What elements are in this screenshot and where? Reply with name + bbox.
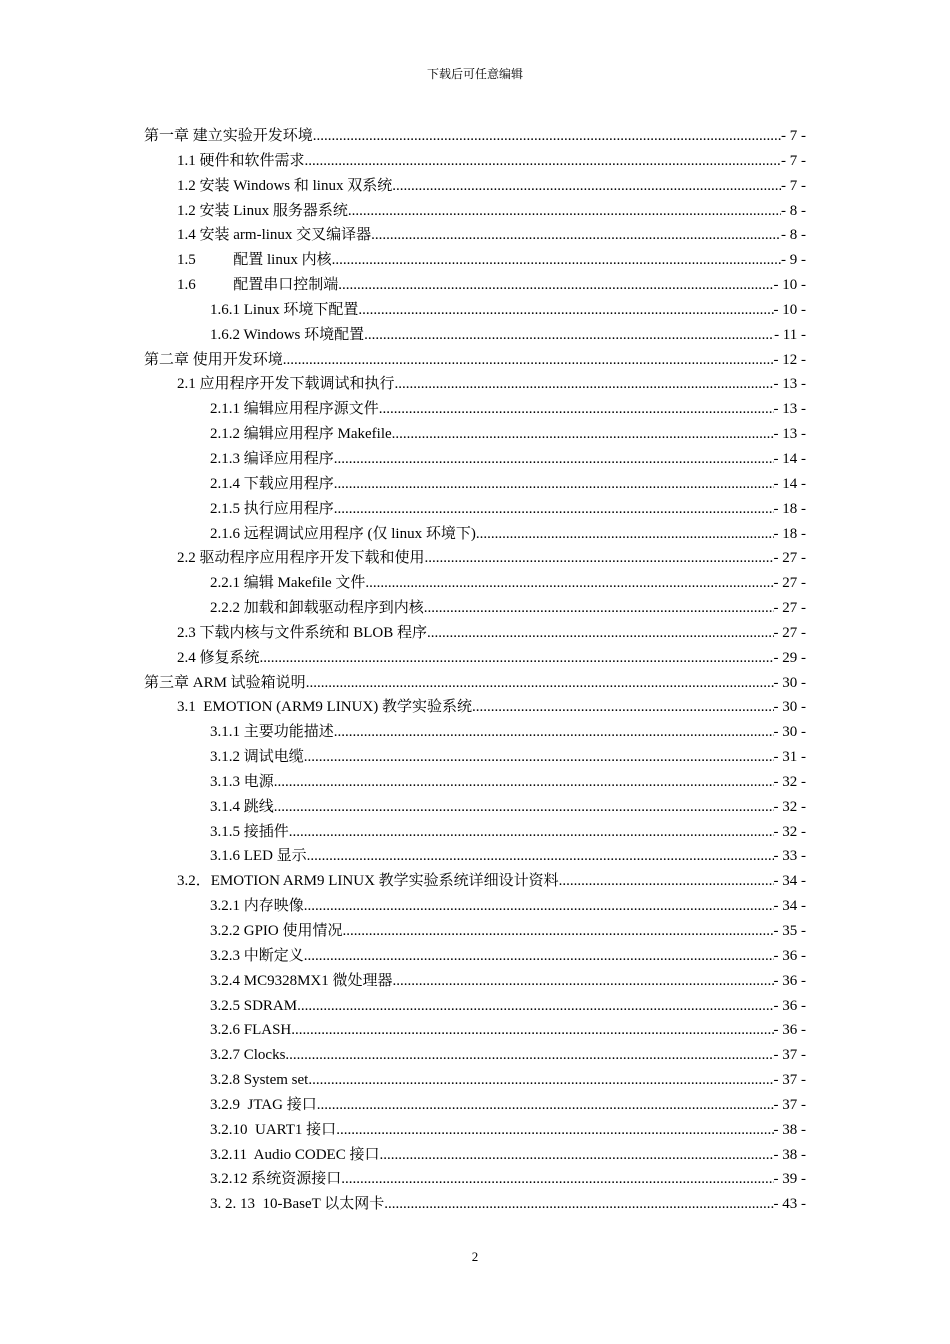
toc-dot-leader xyxy=(334,447,774,472)
toc-entry-title: 第二章 使用开发环境 xyxy=(144,351,283,368)
toc-dot-leader xyxy=(304,944,774,969)
toc-entry-page: - 36 - xyxy=(773,972,806,989)
toc-dot-leader xyxy=(476,522,774,547)
toc-entry-page: - 27 - xyxy=(773,575,806,592)
toc-entry[interactable] xyxy=(144,1043,806,1068)
toc-entry-page: - 30 - xyxy=(773,699,806,716)
toc-entry-title: 3.1.3 电源 xyxy=(210,773,274,790)
toc-entry[interactable] xyxy=(144,298,806,323)
toc-entry-title: 3.2.9 JTAG 接口 xyxy=(210,1096,317,1113)
toc-entry[interactable] xyxy=(144,844,806,869)
toc-dot-leader xyxy=(334,472,774,497)
toc-entry-page: - 12 - xyxy=(773,351,806,368)
toc-entry[interactable] xyxy=(144,944,806,969)
toc-entry-page: - 33 - xyxy=(773,848,806,865)
toc-entry-page: - 36 - xyxy=(773,997,806,1014)
toc-entry-title: 3.2.2 GPIO 使用情况 xyxy=(210,923,343,939)
toc-dot-leader xyxy=(358,298,773,323)
toc-entry[interactable] xyxy=(144,969,806,994)
toc-entry[interactable] xyxy=(144,223,806,248)
toc-entry-page: - 8 - xyxy=(781,227,806,244)
toc-entry[interactable] xyxy=(144,596,806,621)
toc-dot-leader xyxy=(379,397,774,422)
toc-dot-leader xyxy=(343,919,774,944)
toc-entry-title: 3.1.4 跳线 xyxy=(210,798,274,815)
toc-entry[interactable] xyxy=(144,323,806,348)
toc-entry-title: 1.1 硬件和软件需求 xyxy=(177,152,305,169)
toc-entry-page: - 29 - xyxy=(773,649,806,666)
toc-entry-title: 3.2．EMOTION ARM9 LINUX 教学实验系统详细设计资料 xyxy=(177,873,559,890)
toc-entry[interactable] xyxy=(144,447,806,472)
toc-entry-page: - 27 - xyxy=(773,624,806,641)
toc-entry[interactable] xyxy=(144,571,806,596)
toc-entry[interactable] xyxy=(144,1192,806,1217)
toc-dot-leader xyxy=(472,695,774,720)
toc-entry[interactable] xyxy=(144,919,806,944)
toc-dot-leader xyxy=(559,869,774,894)
toc-entry[interactable] xyxy=(144,1068,806,1093)
toc-dot-leader xyxy=(384,1192,773,1217)
toc-dot-leader xyxy=(306,671,774,696)
toc-entry-title: 3.2.1 内存映像 xyxy=(210,898,304,915)
toc-entry-title: 3.1.5 接插件 xyxy=(210,823,289,840)
toc-entry[interactable] xyxy=(144,671,806,696)
toc-entry-title: 3.2.11 Audio CODEC 接口 xyxy=(210,1146,380,1163)
table-of-contents xyxy=(144,124,806,1217)
toc-entry[interactable] xyxy=(144,546,806,571)
toc-entry-title: 3.2.10 UART1 接口 xyxy=(210,1121,337,1138)
toc-dot-leader xyxy=(308,1068,773,1093)
toc-dot-leader xyxy=(260,646,774,671)
toc-dot-leader xyxy=(336,1118,773,1143)
toc-entry[interactable] xyxy=(144,199,806,224)
toc-dot-leader xyxy=(304,894,774,919)
toc-entry[interactable] xyxy=(144,1018,806,1043)
toc-entry-title: 2.4 修复系统 xyxy=(177,649,260,666)
toc-entry-page: - 27 - xyxy=(773,550,806,567)
toc-dot-leader xyxy=(291,1018,773,1043)
toc-entry-page: - 7 - xyxy=(781,128,806,144)
toc-entry-page: - 34 - xyxy=(773,898,806,915)
toc-entry[interactable] xyxy=(144,1118,806,1143)
toc-dot-leader xyxy=(283,348,774,373)
toc-entry[interactable] xyxy=(144,422,806,447)
toc-entry[interactable] xyxy=(144,149,806,174)
toc-entry-page: - 35 - xyxy=(773,923,806,939)
toc-entry-page: - 37 - xyxy=(773,1047,806,1064)
toc-dot-leader xyxy=(304,745,774,770)
toc-entry-title: 2.1.1 编辑应用程序源文件 xyxy=(210,401,379,418)
toc-entry-page: - 27 - xyxy=(773,600,806,617)
toc-dot-leader xyxy=(393,969,774,994)
toc-entry-title: 第一章 建立实验开发环境 xyxy=(144,128,313,144)
toc-entry-page: - 14 - xyxy=(773,475,806,492)
toc-entry[interactable] xyxy=(144,745,806,770)
toc-dot-leader xyxy=(392,422,774,447)
toc-dot-leader xyxy=(297,994,773,1019)
toc-entry-title: 2.1.3 编译应用程序 xyxy=(210,450,334,467)
toc-entry-title: 2.1.6 远程调试应用程序 (仅 linux 环境下) xyxy=(210,525,476,542)
toc-entry-page: - 9 - xyxy=(781,252,806,269)
toc-dot-leader xyxy=(338,273,773,298)
toc-entry-page: - 38 - xyxy=(773,1121,806,1138)
toc-dot-leader xyxy=(379,1143,773,1168)
toc-entry[interactable] xyxy=(144,795,806,820)
toc-entry-page: - 10 - xyxy=(773,301,806,318)
toc-dot-leader xyxy=(427,621,773,646)
toc-entry[interactable] xyxy=(144,397,806,422)
toc-dot-leader xyxy=(424,596,774,621)
toc-entry-title: 1.5 配置 linux 内核 xyxy=(177,252,332,269)
toc-entry-title: 3.2.12 系统资源接口 xyxy=(210,1171,342,1188)
toc-entry-title: 2.2.1 编辑 Makefile 文件 xyxy=(210,575,366,592)
toc-entry-title: 1.6.1 Linux 环境下配置 xyxy=(210,301,359,318)
toc-dot-leader xyxy=(313,124,781,149)
toc-entry-page: - 34 - xyxy=(773,873,806,890)
toc-entry-page: - 39 - xyxy=(773,1171,806,1188)
toc-entry-title: 2.1.4 下载应用程序 xyxy=(210,475,334,492)
toc-entry-page: - 14 - xyxy=(773,450,806,467)
toc-entry-title: 3.2.4 MC9328MX1 微处理器 xyxy=(210,972,393,989)
toc-dot-leader xyxy=(371,223,781,248)
toc-dot-leader xyxy=(364,323,774,348)
toc-dot-leader xyxy=(334,720,774,745)
toc-dot-leader xyxy=(285,1043,773,1068)
toc-dot-leader xyxy=(305,149,781,174)
toc-entry-title: 3.2.5 SDRAM xyxy=(210,997,298,1014)
toc-entry-title: 第三章 ARM 试验箱说明 xyxy=(144,674,306,691)
toc-entry-title: 3.1.6 LED 显示 xyxy=(210,848,307,865)
toc-entry[interactable] xyxy=(144,372,806,397)
toc-dot-leader xyxy=(348,199,781,224)
toc-entry-page: - 38 - xyxy=(773,1146,806,1163)
toc-entry-page: - 37 - xyxy=(773,1096,806,1113)
toc-dot-leader xyxy=(392,174,781,199)
toc-entry-page: - 43 - xyxy=(773,1196,806,1213)
toc-entry-page: - 10 - xyxy=(773,277,806,294)
toc-entry[interactable] xyxy=(144,770,806,795)
toc-entry-page: - 32 - xyxy=(773,773,806,790)
toc-entry-title: 2.2 驱动程序应用程序开发下载和使用 xyxy=(177,550,425,567)
toc-entry[interactable] xyxy=(144,497,806,522)
toc-entry[interactable] xyxy=(144,695,806,720)
toc-entry[interactable] xyxy=(144,1143,806,1168)
toc-entry[interactable] xyxy=(144,248,806,273)
toc-entry-title: 3.1.2 调试电缆 xyxy=(210,749,304,766)
toc-entry-page: - 13 - xyxy=(773,426,806,443)
toc-entry-title: 2.1 应用程序开发下载调试和执行 xyxy=(177,376,395,393)
toc-entry-title: 2.3 下载内核与文件系统和 BLOB 程序 xyxy=(177,624,428,641)
toc-dot-leader xyxy=(317,1093,774,1118)
toc-entry-page: - 13 - xyxy=(773,401,806,418)
toc-entry-page: - 36 - xyxy=(773,947,806,964)
toc-dot-leader xyxy=(395,372,774,397)
toc-dot-leader xyxy=(341,1167,773,1192)
toc-entry-page: - 8 - xyxy=(781,202,806,219)
toc-entry-page: - 13 - xyxy=(773,376,806,393)
toc-entry-page: - 31 - xyxy=(773,749,806,766)
toc-entry[interactable] xyxy=(144,348,806,373)
toc-entry[interactable] xyxy=(144,894,806,919)
toc-dot-leader xyxy=(274,795,774,820)
toc-entry-page: - 30 - xyxy=(773,674,806,691)
toc-entry-title: 3.2.3 中断定义 xyxy=(210,947,304,964)
toc-dot-leader xyxy=(334,497,774,522)
toc-entry-page: - 18 - xyxy=(773,525,806,542)
toc-entry[interactable] xyxy=(144,869,806,894)
toc-entry[interactable] xyxy=(144,820,806,845)
toc-entry-title: 3.2.8 System set xyxy=(210,1072,309,1089)
toc-entry[interactable] xyxy=(144,472,806,497)
toc-entry[interactable] xyxy=(144,273,806,298)
toc-entry-title: 3.2.7 Clocks xyxy=(210,1047,286,1064)
toc-entry[interactable] xyxy=(144,124,806,149)
toc-entry[interactable] xyxy=(144,646,806,671)
toc-entry-page: - 36 - xyxy=(773,1022,806,1039)
toc-entry-title: 1.6.2 Windows 环境配置 xyxy=(210,326,365,343)
toc-entry-title: 3.1 EMOTION (ARM9 LINUX) 教学实验系统 xyxy=(177,699,472,716)
page-header: 下载后可任意编辑 xyxy=(426,67,523,81)
toc-entry-title: 2.1.5 执行应用程序 xyxy=(210,500,334,517)
toc-entry-title: 1.6 配置串口控制端 xyxy=(177,277,339,294)
page-number: 2 xyxy=(471,1249,479,1264)
toc-entry-page: - 11 - xyxy=(774,326,806,343)
toc-entry[interactable] xyxy=(144,720,806,745)
toc-dot-leader xyxy=(289,820,774,845)
toc-entry[interactable] xyxy=(144,522,806,547)
toc-dot-leader xyxy=(307,844,774,869)
toc-entry-title: 1.4 安装 arm-linux 交叉编译器 xyxy=(177,227,372,244)
toc-entry-page: - 7 - xyxy=(781,152,806,169)
toc-entry-page: - 7 - xyxy=(781,177,806,194)
toc-dot-leader xyxy=(274,770,774,795)
toc-entry[interactable] xyxy=(144,621,806,646)
toc-entry[interactable] xyxy=(144,1167,806,1192)
toc-dot-leader xyxy=(365,571,773,596)
toc-entry-title: 3. 2. 13 10-BaseT 以太网卡 xyxy=(210,1196,385,1213)
toc-entry-page: - 37 - xyxy=(773,1072,806,1089)
toc-dot-leader xyxy=(332,248,781,273)
toc-entry[interactable] xyxy=(144,1093,806,1118)
toc-entry[interactable] xyxy=(144,174,806,199)
toc-entry-page: - 32 - xyxy=(773,798,806,815)
toc-entry-title: 1.2 安装 Windows 和 linux 双系统 xyxy=(177,177,393,194)
toc-entry[interactable] xyxy=(144,994,806,1019)
toc-entry-title: 3.1.1 主要功能描述 xyxy=(210,724,334,741)
toc-entry-title: 1.2 安装 Linux 服务器系统 xyxy=(177,202,348,219)
toc-entry-page: - 32 - xyxy=(773,823,806,840)
toc-entry-page: - 30 - xyxy=(773,724,806,741)
toc-entry-title: 3.2.6 FLASH xyxy=(210,1022,292,1039)
toc-dot-leader xyxy=(425,546,774,571)
toc-entry-title: 2.1.2 编辑应用程序 Makefile xyxy=(210,426,392,443)
toc-entry-page: - 18 - xyxy=(773,500,806,517)
toc-entry-title: 2.2.2 加载和卸载驱动程序到内核 xyxy=(210,600,424,617)
